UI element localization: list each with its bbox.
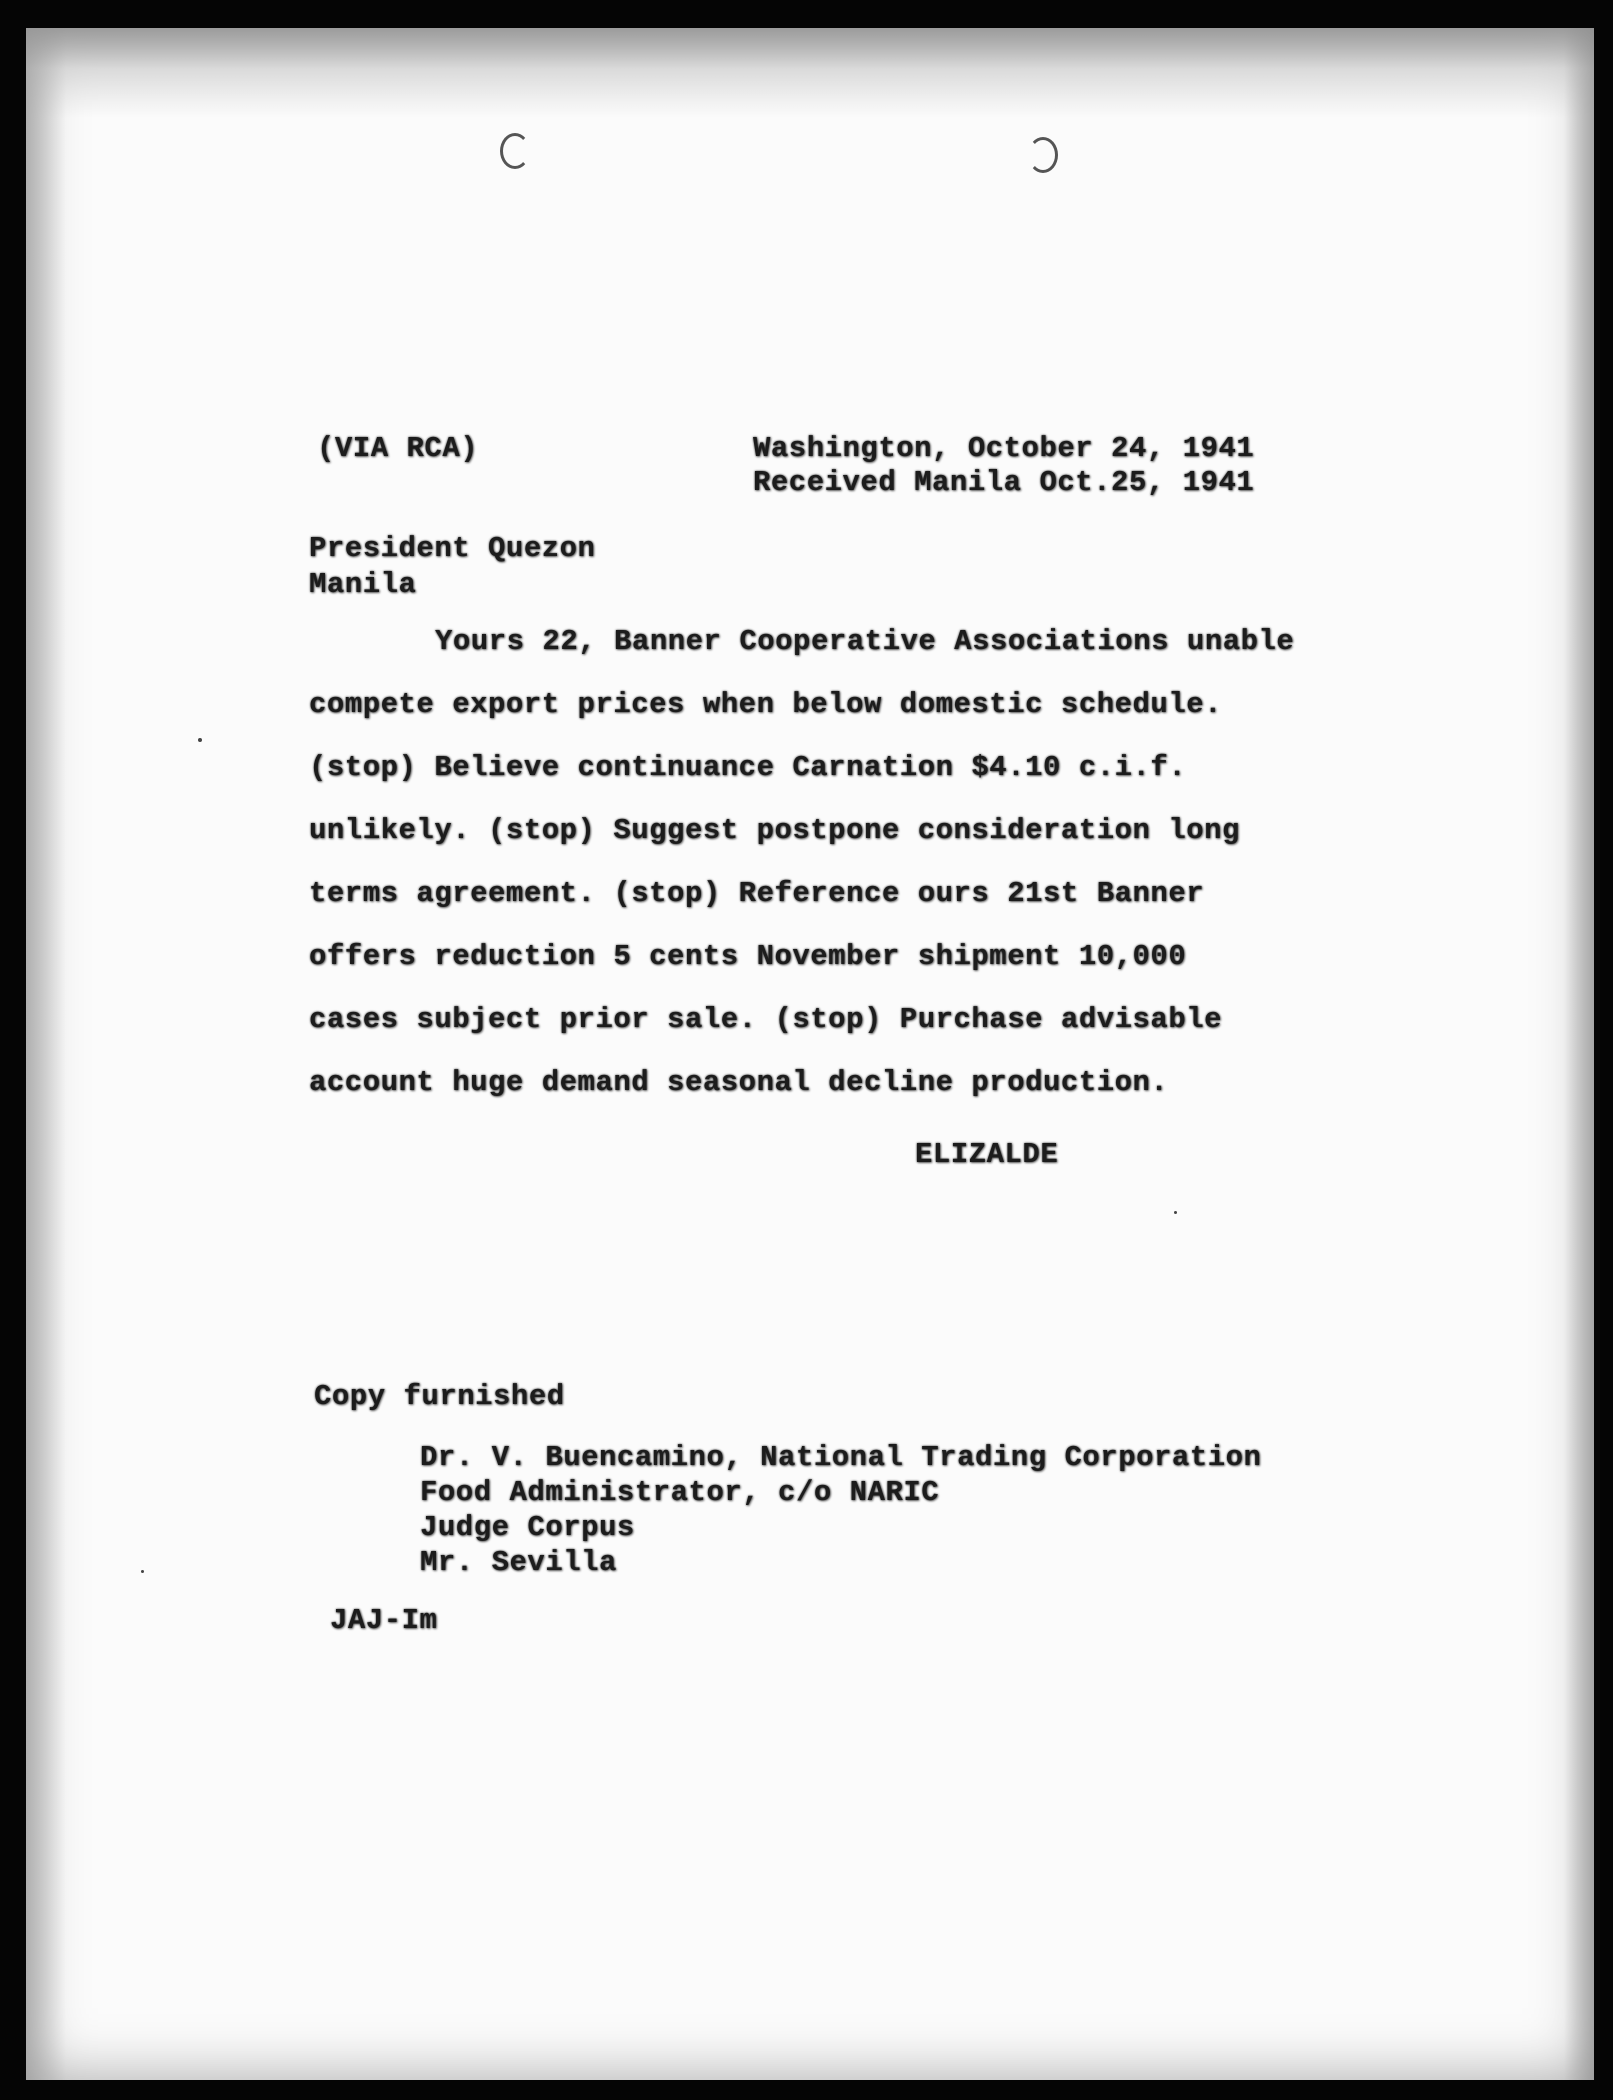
transmission-route: (VIA RCA) <box>317 432 479 465</box>
copy-recipient: Judge Corpus <box>420 1511 635 1544</box>
copy-recipient: Mr. Sevilla <box>420 1546 617 1579</box>
paper-edge-shadow <box>1564 28 1594 2080</box>
ink-speck <box>198 738 202 742</box>
body-line: compete export prices when below domestic schedule. <box>309 688 1223 721</box>
body-line: cases subject prior sale. (stop) Purchase advisable <box>309 1003 1223 1036</box>
ink-speck <box>1174 1211 1177 1214</box>
addressee-city: Manila <box>309 568 417 601</box>
body-line: account huge demand seasonal decline production. <box>309 1066 1169 1099</box>
copy-recipient: Food Administrator, c/o NARIC <box>420 1476 940 1509</box>
sent-date: Washington, October 24, 1941 <box>753 432 1255 465</box>
body-line: offers reduction 5 cents November shipment 10,000 <box>309 940 1187 973</box>
addressee-block <box>309 531 595 603</box>
ink-speck <box>141 1570 144 1573</box>
message-body <box>309 610 1389 1114</box>
copy-recipient-list <box>420 1440 1261 1580</box>
signature: ELIZALDE <box>915 1138 1059 1171</box>
punch-hole-icon <box>1028 137 1058 173</box>
received-date: Received Manila Oct.25, 1941 <box>753 466 1255 499</box>
copy-recipient: Dr. V. Buencamino, National Trading Corporation <box>420 1441 1262 1474</box>
body-line: Yours 22, Banner Cooperative Associations unable <box>435 625 1295 658</box>
body-line: unlikely. (stop) Suggest postpone consideration long <box>309 814 1240 847</box>
punch-hole-icon <box>500 133 530 169</box>
typist-initials: JAJ-Im <box>330 1604 438 1637</box>
date-block <box>753 432 1254 500</box>
copy-furnished-label: Copy furnished <box>314 1380 565 1413</box>
body-line: (stop) Believe continuance Carnation $4.10 c.i.f. <box>309 751 1187 784</box>
addressee-name: President Quezon <box>309 532 596 565</box>
body-line: terms agreement. (stop) Reference ours 21st Banner <box>309 877 1205 910</box>
